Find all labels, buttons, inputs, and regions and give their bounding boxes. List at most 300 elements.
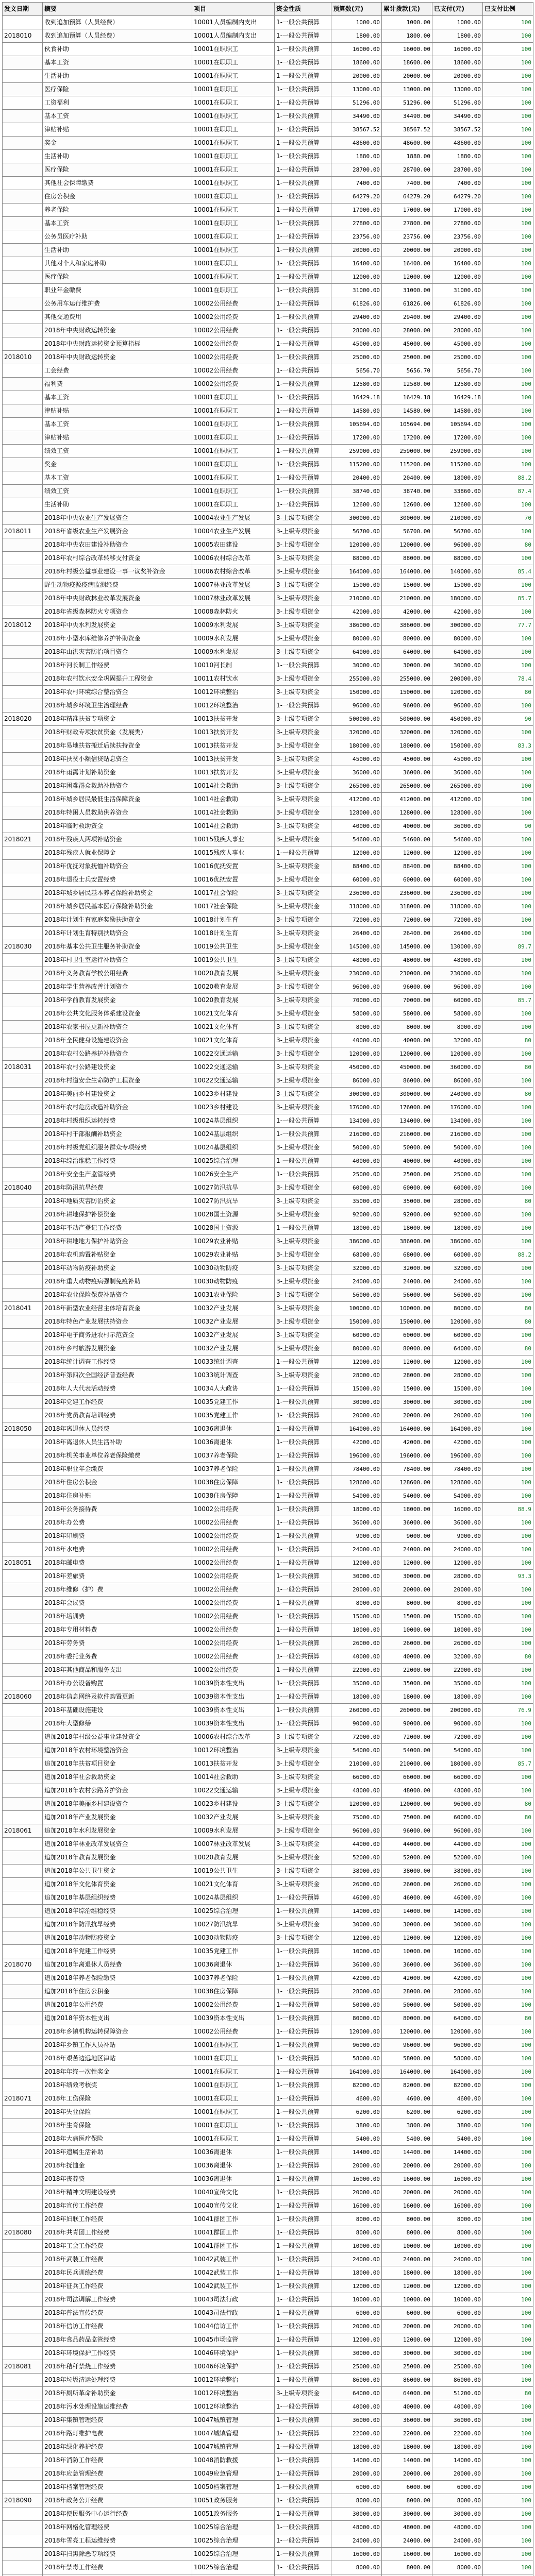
budget-cell[interactable]: 412000.00 [331,793,382,806]
project-cell[interactable]: 10027防汛抗旱 [192,1181,275,1195]
date-cell[interactable] [3,1155,43,1168]
table-row[interactable] [3,1007,533,1021]
table-row[interactable] [3,1396,533,1409]
table-row[interactable] [3,337,533,351]
budget-cell[interactable]: 88400.00 [331,860,382,873]
budget-cell[interactable]: 20000.00 [331,1583,382,1597]
paid-cell[interactable]: 18000.00 [432,2266,483,2280]
table-row[interactable] [3,565,533,579]
budget-cell[interactable]: 16000.00 [331,2199,382,2213]
paid-ratio-cell[interactable]: 70 [483,512,533,525]
summary-cell[interactable]: 基本工资 [43,418,192,431]
project-cell[interactable]: 10001在职职工 [192,204,275,217]
budget-cell[interactable]: 8000.00 [331,1021,382,1034]
summary-cell[interactable]: 2018年全民健身设施建设资金 [43,1034,192,1047]
allocated-cell[interactable]: 6000.00 [382,2307,432,2320]
allocated-cell[interactable]: 30000.00 [382,1918,432,1931]
budget-cell[interactable]: 210000.00 [331,1757,382,1771]
allocated-cell[interactable]: 260000.00 [382,1704,432,1717]
summary-cell[interactable]: 2018年办公设备购置 [43,1677,192,1690]
date-cell[interactable] [3,2106,43,2119]
budget-cell[interactable]: 14000.00 [331,2454,382,2467]
budget-cell[interactable]: 38567.52 [331,123,382,137]
paid-ratio-cell[interactable]: 87.4 [483,485,533,498]
budget-cell[interactable]: 7400.00 [331,177,382,190]
col-header-budget[interactable]: 预算数(元) [331,3,382,16]
paid-ratio-cell[interactable]: 100 [483,177,533,190]
project-cell[interactable]: 10001在职职工 [192,2092,275,2106]
summary-cell[interactable]: 追加2018年离退休人员经费 [43,1958,192,1972]
date-cell[interactable] [3,43,43,56]
fund-type-cell[interactable]: 3-上级专项资金 [275,2387,331,2400]
fund-type-cell[interactable]: 3-上级专项资金 [275,1047,331,1061]
date-cell[interactable] [3,1731,43,1744]
allocated-cell[interactable]: 80000.00 [382,632,432,646]
date-cell[interactable] [3,2280,43,2293]
project-cell[interactable]: 10031农业保险 [192,1289,275,1302]
budget-cell[interactable]: 236000.00 [331,887,382,900]
paid-ratio-cell[interactable]: 100 [483,150,533,163]
date-cell[interactable]: 2018041 [3,1302,43,1315]
fund-type-cell[interactable]: 1-一般公共预算 [275,1717,331,1731]
table-row[interactable] [3,1222,533,1235]
date-cell[interactable] [3,1597,43,1610]
summary-cell[interactable]: 2018年美丽乡村建设资金 [43,1088,192,1101]
budget-cell[interactable]: 64000.00 [331,646,382,659]
allocated-cell[interactable]: 96000.00 [382,1824,432,1838]
paid-ratio-cell[interactable]: 100 [483,2481,533,2494]
paid-cell[interactable]: 20000.00 [432,244,483,257]
fund-type-cell[interactable]: 1-一般公共预算 [275,2494,331,2507]
date-cell[interactable] [3,726,43,739]
project-cell[interactable]: 10001在职职工 [192,56,275,70]
fund-type-cell[interactable]: 1-一般公共预算 [275,2374,331,2387]
table-row[interactable] [3,1637,533,1650]
paid-ratio-cell[interactable]: 100 [483,217,533,230]
table-row[interactable] [3,1543,533,1556]
fund-type-cell[interactable]: 1-一般公共预算 [275,2280,331,2293]
paid-cell[interactable]: 56700.00 [432,525,483,538]
project-cell[interactable]: 10001在职职工 [192,485,275,498]
budget-cell[interactable]: 255000.00 [331,672,382,686]
budget-cell[interactable]: 8000.00 [331,2494,382,2507]
table-row[interactable] [3,2266,533,2280]
summary-cell[interactable]: 2018年统计调查工作经费 [43,1355,192,1369]
date-cell[interactable] [3,1543,43,1556]
table-row[interactable] [3,860,533,873]
budget-cell[interactable]: 20000.00 [331,2159,382,2173]
fund-type-cell[interactable]: 1-一般公共预算 [275,1704,331,1717]
fund-type-cell[interactable]: 1-一般公共预算 [275,2079,331,2092]
paid-ratio-cell[interactable]: 100 [483,2186,533,2199]
date-cell[interactable] [3,2173,43,2186]
allocated-cell[interactable]: 20000.00 [382,244,432,257]
project-cell[interactable]: 10006农村综合改革 [192,552,275,565]
summary-cell[interactable]: 2018年城乡居民基本养老保险补助资金 [43,887,192,900]
paid-cell[interactable]: 6200.00 [432,2106,483,2119]
project-cell[interactable]: 10051政务服务 [192,2494,275,2507]
budget-cell[interactable]: 48000.00 [331,2521,382,2534]
paid-ratio-cell[interactable]: 100 [483,2534,533,2548]
project-cell[interactable]: 10009水利发展 [192,632,275,646]
fund-type-cell[interactable]: 1-一般公共预算 [275,1905,331,1918]
project-cell[interactable]: 10017社会保险 [192,900,275,913]
fund-type-cell[interactable]: 1-一般公共预算 [275,391,331,404]
summary-cell[interactable]: 2018年村级组织运转经费 [43,1114,192,1128]
table-row[interactable] [3,1034,533,1047]
project-cell[interactable]: 10043司法行政 [192,2293,275,2307]
summary-cell[interactable]: 追加2018年农村环境整治资金 [43,1744,192,1757]
budget-cell[interactable]: 36000.00 [331,1516,382,1530]
allocated-cell[interactable] [382,2574,432,2576]
summary-cell[interactable]: 2018年消防工作经费 [43,2454,192,2467]
fund-type-cell[interactable]: 1-一般公共预算 [275,1623,331,1637]
budget-cell[interactable]: 6000.00 [331,2307,382,2320]
fund-type-cell[interactable]: 3-上级专项资金 [275,1302,331,1315]
paid-ratio-cell[interactable]: 100 [483,1931,533,1945]
paid-cell[interactable]: 14400.00 [432,2146,483,2159]
project-cell[interactable]: 10049应急管理 [192,2467,275,2481]
paid-ratio-cell[interactable]: 100 [483,230,533,244]
date-cell[interactable] [3,659,43,672]
paid-cell[interactable]: 5400.00 [432,2132,483,2146]
paid-ratio-cell[interactable]: 100 [483,2213,533,2226]
budget-cell[interactable]: 30000.00 [331,1396,382,1409]
paid-ratio-cell[interactable]: 100 [483,1422,533,1436]
paid-ratio-cell[interactable]: 80 [483,2012,533,2025]
table-row[interactable] [3,2173,533,2186]
table-row[interactable] [3,1610,533,1623]
summary-cell[interactable]: 2018年大病医疗保险 [43,2132,192,2146]
date-cell[interactable] [3,1570,43,1583]
date-cell[interactable] [3,1998,43,2012]
budget-cell[interactable]: 318000.00 [331,900,382,913]
date-cell[interactable] [3,244,43,257]
table-row[interactable] [3,820,533,833]
paid-cell[interactable]: 86000.00 [432,1074,483,1088]
table-row[interactable] [3,1208,533,1222]
date-cell[interactable] [3,1088,43,1101]
fund-type-cell[interactable]: 3-上级专项资金 [275,1248,331,1262]
table-row[interactable] [3,311,533,324]
project-cell[interactable]: 10013扶贫开发 [192,753,275,766]
budget-cell[interactable]: 31000.00 [331,284,382,297]
paid-cell[interactable]: 164000.00 [432,2065,483,2079]
allocated-cell[interactable]: 12580.00 [382,378,432,391]
fund-type-cell[interactable]: 1-一般公共预算 [275,1128,331,1141]
summary-cell[interactable]: 2018年中央财政林业改革发展资金 [43,592,192,605]
paid-cell[interactable]: 14000.00 [432,2454,483,2467]
project-cell[interactable]: 10023乡村建设 [192,1798,275,1811]
allocated-cell[interactable]: 54600.00 [382,833,432,846]
date-cell[interactable] [3,2039,43,2052]
fund-type-cell[interactable]: 1-一般公共预算 [275,2333,331,2347]
date-cell[interactable] [3,391,43,404]
date-cell[interactable] [3,967,43,980]
budget-cell[interactable]: 48600.00 [331,137,382,150]
summary-cell[interactable]: 2018年电子商务进农村示范资金 [43,1329,192,1342]
paid-cell[interactable]: 27800.00 [432,217,483,230]
fund-type-cell[interactable]: 1-一般公共预算 [275,2119,331,2132]
summary-cell[interactable]: 追加2018年文化体育资金 [43,1878,192,1891]
paid-ratio-cell[interactable]: 100 [483,980,533,994]
date-cell[interactable] [3,605,43,619]
summary-cell[interactable]: 2018年中央水利发展资金 [43,619,192,632]
paid-cell[interactable]: 80000.00 [432,632,483,646]
paid-cell[interactable]: 31000.00 [432,284,483,297]
date-cell[interactable] [3,1436,43,1449]
paid-ratio-cell[interactable]: 100 [483,1865,533,1878]
table-row[interactable] [3,2159,533,2173]
date-cell[interactable] [3,994,43,1007]
paid-ratio-cell[interactable]: 80 [483,1315,533,1329]
date-cell[interactable] [3,686,43,699]
paid-cell[interactable]: 17200.00 [432,431,483,445]
table-row[interactable] [3,1275,533,1289]
table-row[interactable] [3,1784,533,1798]
project-cell[interactable]: 10014社会救助 [192,806,275,820]
date-cell[interactable] [3,123,43,137]
paid-cell[interactable]: 28000.00 [432,1570,483,1583]
summary-cell[interactable]: 2018年维修（护）费 [43,1583,192,1597]
allocated-cell[interactable]: 450000.00 [382,1061,432,1074]
budget-cell[interactable]: 86000.00 [331,2374,382,2387]
project-cell[interactable]: 10010河长制 [192,659,275,672]
paid-ratio-cell[interactable]: 100 [483,1382,533,1396]
budget-cell[interactable]: 29400.00 [331,311,382,324]
summary-cell[interactable]: 野生动物疫源疫病监测经费 [43,579,192,592]
fund-type-cell[interactable]: 3-上级专项资金 [275,1141,331,1155]
paid-ratio-cell[interactable]: 89.7 [483,940,533,954]
table-row[interactable] [3,833,533,846]
budget-cell[interactable]: 3800.00 [331,2119,382,2132]
fund-type-cell[interactable]: 1-一般公共预算 [275,1222,331,1235]
fund-type-cell[interactable]: 1-一般公共预算 [275,2253,331,2266]
paid-ratio-cell[interactable]: 100 [483,2065,533,2079]
summary-cell[interactable]: 2018年特困人员救助供养资金 [43,806,192,820]
summary-cell[interactable]: 2018年印刷费 [43,1530,192,1543]
paid-cell[interactable]: 72000.00 [432,913,483,927]
budget-cell[interactable]: 60000.00 [331,1181,382,1195]
project-cell[interactable]: 10021文化体育 [192,1878,275,1891]
allocated-cell[interactable]: 35000.00 [382,1677,432,1690]
allocated-cell[interactable]: 236000.00 [382,887,432,900]
allocated-cell[interactable]: 14000.00 [382,1905,432,1918]
allocated-cell[interactable]: 66000.00 [382,1771,432,1784]
allocated-cell[interactable]: 15000.00 [382,1382,432,1396]
paid-ratio-cell[interactable]: 100 [483,96,533,110]
project-cell[interactable]: 10001人员编制内支出 [192,29,275,43]
date-cell[interactable] [3,56,43,70]
summary-cell[interactable]: 2018年残疾人就业保障金 [43,846,192,860]
paid-ratio-cell[interactable]: 100 [483,1516,533,1530]
paid-cell[interactable]: 33860.00 [432,485,483,498]
paid-ratio-cell[interactable]: 100 [483,1731,533,1744]
project-cell[interactable]: 10002公用经费 [192,1664,275,1677]
table-row[interactable] [3,2454,533,2467]
project-cell[interactable]: 10009水利发展 [192,619,275,632]
paid-cell[interactable]: 28000.00 [432,1985,483,1998]
fund-type-cell[interactable]: 1-一般公共预算 [275,56,331,70]
paid-ratio-cell[interactable]: 100 [483,1905,533,1918]
summary-cell[interactable]: 2018年丧葬费 [43,2173,192,2186]
table-row[interactable] [3,1074,533,1088]
summary-cell[interactable]: 2018年大型修缮 [43,1717,192,1731]
paid-ratio-cell[interactable]: 100 [483,1891,533,1905]
allocated-cell[interactable]: 15000.00 [382,1610,432,1623]
project-cell[interactable]: 10048消防救援 [192,2454,275,2467]
paid-cell[interactable]: 318000.00 [432,900,483,913]
budget-cell[interactable]: 120000.00 [331,2025,382,2039]
paid-ratio-cell[interactable]: 100 [483,2199,533,2213]
date-cell[interactable] [3,1047,43,1061]
allocated-cell[interactable]: 12600.00 [382,498,432,512]
table-row[interactable] [3,887,533,900]
paid-ratio-cell[interactable]: 100 [483,1489,533,1503]
summary-cell[interactable]: 工会经费 [43,364,192,378]
allocated-cell[interactable]: 12000.00 [382,1931,432,1945]
paid-cell[interactable]: 61826.00 [432,297,483,311]
table-row[interactable] [3,2025,533,2039]
paid-ratio-cell[interactable]: 100 [483,2320,533,2333]
budget-cell[interactable]: 230000.00 [331,967,382,980]
budget-cell[interactable]: 12580.00 [331,378,382,391]
paid-cell[interactable]: 16000.00 [432,2548,483,2561]
project-cell[interactable]: 10002公用经费 [192,1570,275,1583]
table-row[interactable] [3,1891,533,1905]
budget-cell[interactable]: 145000.00 [331,940,382,954]
project-cell[interactable]: 10001在职职工 [192,190,275,204]
date-cell[interactable] [3,1476,43,1489]
summary-cell[interactable]: 2018年生育保险 [43,2119,192,2132]
summary-cell[interactable]: 2018年农村危房改造补助资金 [43,1101,192,1114]
allocated-cell[interactable]: 86000.00 [382,1074,432,1088]
allocated-cell[interactable]: 22000.00 [382,1664,432,1677]
paid-ratio-cell[interactable]: 80 [483,1811,533,1824]
paid-ratio-cell[interactable]: 100 [483,1155,533,1168]
fund-type-cell[interactable]: 1-一般公共预算 [275,1677,331,1690]
paid-cell[interactable]: 134000.00 [432,1114,483,1128]
budget-cell[interactable]: 5400.00 [331,2132,382,2146]
table-row[interactable] [3,177,533,190]
project-cell[interactable]: 10024基层组织 [192,1891,275,1905]
project-cell[interactable]: 10001在职职工 [192,83,275,96]
paid-ratio-cell[interactable]: 100 [483,70,533,83]
budget-cell[interactable]: 12000.00 [331,270,382,284]
paid-ratio-cell[interactable]: 100 [483,1275,533,1289]
project-cell[interactable]: 10002公用经费 [192,311,275,324]
project-cell[interactable]: 10041群团工作 [192,2213,275,2226]
paid-cell[interactable]: 92000.00 [432,1208,483,1222]
paid-ratio-cell[interactable]: 85.4 [483,565,533,579]
paid-ratio-cell[interactable]: 100 [483,1610,533,1623]
fund-type-cell[interactable]: 1-一般公共预算 [275,1503,331,1516]
col-header-allocated[interactable]: 累计拨款(元) [382,3,432,16]
paid-ratio-cell[interactable]: 88.2 [483,471,533,485]
project-cell[interactable]: 10001在职职工 [192,70,275,83]
project-cell[interactable]: 10009水利发展 [192,646,275,659]
project-cell[interactable]: 10001在职职工 [192,458,275,471]
date-cell[interactable] [3,873,43,887]
allocated-cell[interactable]: 13000.00 [382,83,432,96]
summary-cell[interactable]: 2018年培训费 [43,1610,192,1623]
paid-cell[interactable]: 28000.00 [432,1195,483,1208]
paid-cell[interactable]: 48600.00 [432,137,483,150]
allocated-cell[interactable]: 265000.00 [382,779,432,793]
table-row[interactable] [3,137,533,150]
paid-cell[interactable]: 48000.00 [432,954,483,967]
project-cell[interactable]: 10001在职职工 [192,43,275,56]
summary-cell[interactable]: 2018年综治维稳工作经费 [43,1155,192,1168]
paid-cell[interactable]: 25000.00 [432,1168,483,1181]
table-row[interactable] [3,1248,533,1262]
budget-cell[interactable]: 30000.00 [331,2347,382,2360]
budget-cell[interactable]: 386000.00 [331,619,382,632]
summary-cell[interactable]: 2018年绩效考核奖 [43,2079,192,2092]
summary-cell[interactable]: 2018年雨露计划补助资金 [43,766,192,779]
allocated-cell[interactable]: 8000.00 [382,2213,432,2226]
summary-cell[interactable]: 2018年农村公路养护补助资金 [43,1047,192,1061]
project-cell[interactable]: 10001在职职工 [192,137,275,150]
paid-ratio-cell[interactable]: 100 [483,163,533,177]
paid-ratio-cell[interactable]: 100 [483,2240,533,2253]
allocated-cell[interactable]: 61826.00 [382,297,432,311]
fund-type-cell[interactable]: 3-上级专项资金 [275,1208,331,1222]
budget-cell[interactable]: 134000.00 [331,1114,382,1128]
paid-ratio-cell[interactable]: 100 [483,873,533,887]
table-row[interactable] [3,1945,533,1958]
paid-cell[interactable]: 60000.00 [432,1329,483,1342]
allocated-cell[interactable]: 16429.18 [382,391,432,404]
date-cell[interactable] [3,552,43,565]
paid-cell[interactable] [432,2574,483,2576]
summary-cell[interactable]: 2018年年终一次性奖金 [43,2065,192,2079]
paid-ratio-cell[interactable]: 100 [483,1972,533,1985]
summary-cell[interactable]: 2018年会议费 [43,1597,192,1610]
budget-cell[interactable]: 52000.00 [331,1851,382,1865]
summary-cell[interactable]: 2018年耕地保护补偿资金 [43,1208,192,1222]
allocated-cell[interactable]: 18000.00 [382,1222,432,1235]
project-cell[interactable]: 10001在职职工 [192,244,275,257]
budget-cell[interactable]: 36000.00 [331,1958,382,1972]
fund-type-cell[interactable]: 1-一般公共预算 [275,2467,331,2481]
summary-cell[interactable]: 2018年不动产登记工作经费 [43,1222,192,1235]
date-cell[interactable] [3,1315,43,1329]
allocated-cell[interactable]: 320000.00 [382,726,432,739]
fund-type-cell[interactable]: 3-上级专项资金 [275,632,331,646]
fund-type-cell[interactable]: 1-一般公共预算 [275,699,331,713]
table-row[interactable] [3,980,533,994]
paid-ratio-cell[interactable]: 100 [483,753,533,766]
budget-cell[interactable]: 22000.00 [331,1664,382,1677]
budget-cell[interactable]: 10000.00 [331,2293,382,2307]
paid-cell[interactable]: 60000.00 [432,1248,483,1262]
paid-cell[interactable]: 36000.00 [432,1958,483,1972]
budget-cell[interactable]: 164000.00 [331,2065,382,2079]
fund-type-cell[interactable]: 1-一般公共预算 [275,2521,331,2534]
paid-ratio-cell[interactable]: 100 [483,846,533,860]
summary-cell[interactable]: 2018年路灯维护电费 [43,2427,192,2441]
budget-cell[interactable]: 40000.00 [331,820,382,833]
budget-cell[interactable]: 58000.00 [331,1007,382,1021]
table-row[interactable] [3,1998,533,2012]
project-cell[interactable]: 10002公用经费 [192,2025,275,2039]
budget-cell[interactable]: 164000.00 [331,1422,382,1436]
date-cell[interactable] [3,471,43,485]
allocated-cell[interactable]: 25000.00 [382,1168,432,1181]
paid-ratio-cell[interactable]: 100 [483,605,533,619]
fund-type-cell[interactable]: 1-一般公共预算 [275,1114,331,1128]
